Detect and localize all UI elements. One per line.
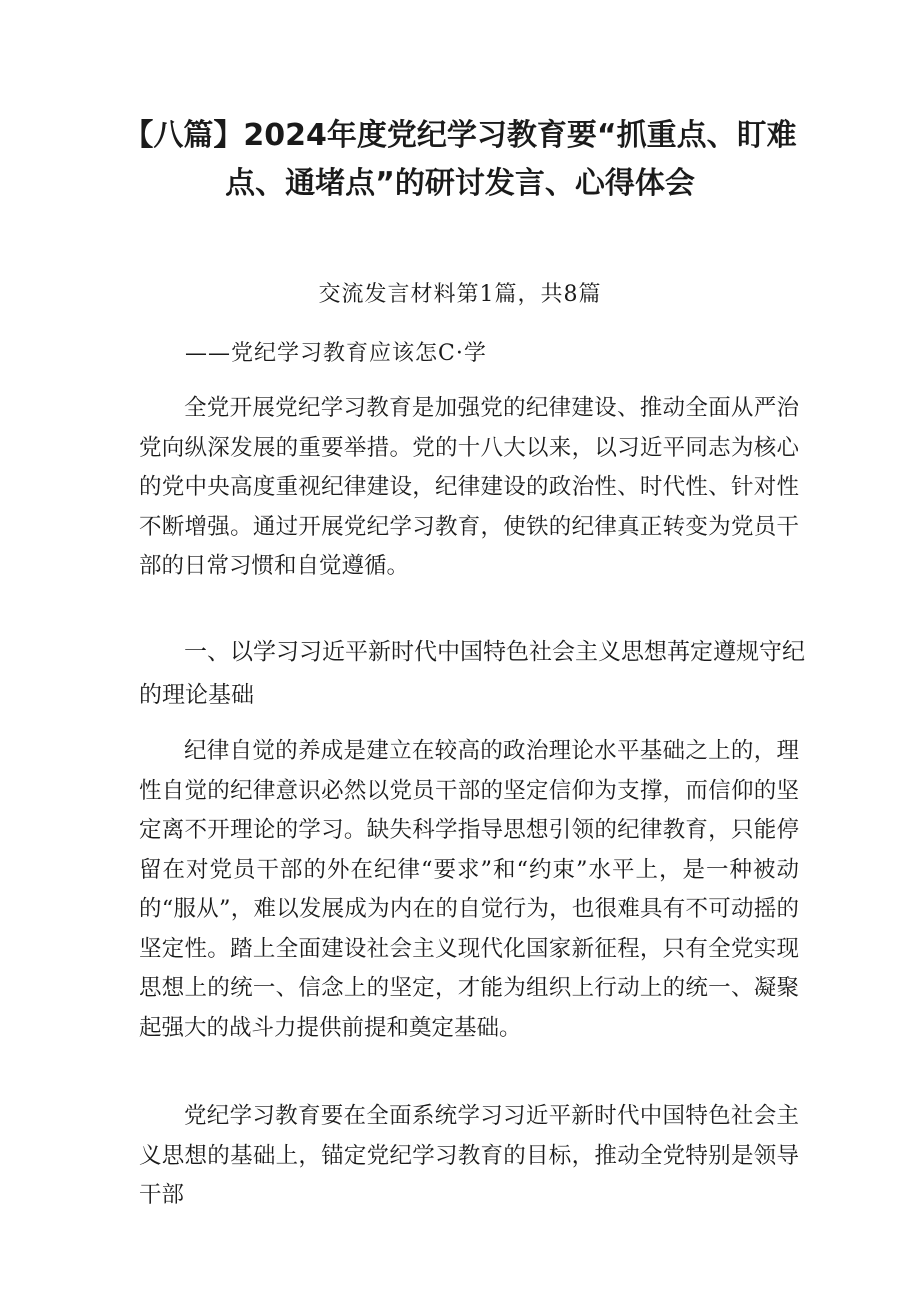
body-paragraph: 党纪学习教育要在全面系统学习习近平新时代中国特色社会主义思想的基础上，锚定党纪学习教育的目标，推动全党特别是领导干部 (139, 1103, 799, 1208)
body-paragraph: 全党开展党纪学习教育是加强党的纪律建设、推动全面从严治党向纵深发展的重要举措。党的十八大以来，以习近平同志为核心的党中央高度重视纪律建设，纪律建设的政治性、时代性、针对性不断增强。通过开展党纪学习教育，使铁的纪律真正转变为党员干部的日常习惯和自觉遵循。 (139, 395, 799, 579)
document-dash-subtitle: ——党纪学习教育应该怎C·学 (185, 341, 487, 366)
body-paragraph: 纪律自觉的养成是建立在较高的政治理论水平基础之上的，理性自觉的纪律意识必然以党员干部的坚定信仰为支撑，而信仰的坚定离不开理论的学习。缺失科学指导思想引领的纪律教育，只能停留在对党员干部的外在纪律“要求”和“约束”水平上，是一种被动的“服从”，难以发展成为内在的自觉行为，也很难具有不可动摇的坚定性。踏上全面建设社会主义现代化国家新征程，只有全党实现思想上的统一、信念上的坚定，才能为组织上行动上的统一、凝聚起强大的战斗力提供前提和奠定基础。 (139, 738, 799, 1041)
document-title: 【八篇】2024年度党纪学习教育要“抓重点、盯难点、通堵点”的研讨发言、心得体会 (123, 118, 797, 201)
section-heading: 一、以学习习近平新时代中国特色社会主义思想苒定遵规守纪的理论基础 (139, 639, 805, 708)
document-subtitle: 交流发言材料第1篇，共8篇 (318, 282, 602, 307)
